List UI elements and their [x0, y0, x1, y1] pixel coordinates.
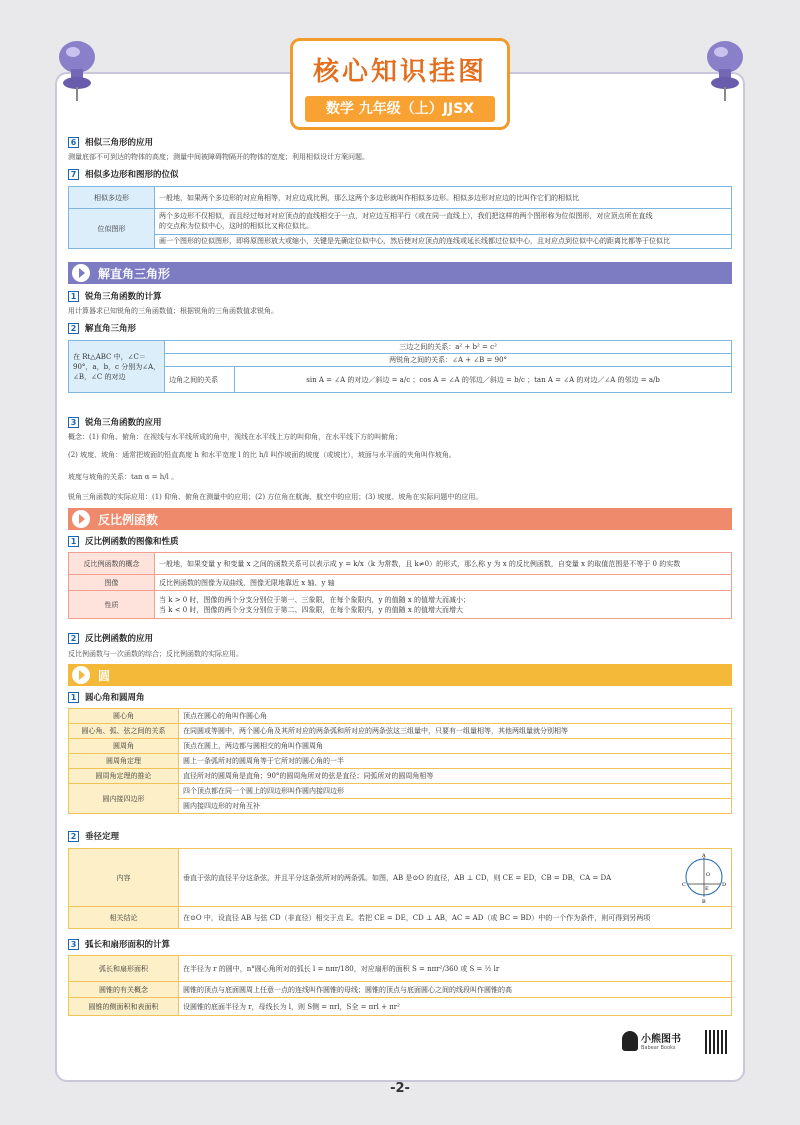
- table-cell: 画一个图形的位似图形，即将原图形放大或缩小，关键是先确定位似中心，然后使对应顶点的连线或延长线都过位似中心，且对应点到位似中心的距离比都等于位似比: [155, 234, 732, 248]
- cell-line: 当 k > 0 时，图像的两个分支分别位于第一、三象限，在每个象限内，y 的值随 x 的值增大而减小；: [159, 595, 471, 604]
- poster-header: [290, 38, 510, 130]
- table-label: 位似图形: [69, 209, 155, 249]
- label-d: D: [722, 882, 727, 888]
- cell-line: 在 Rt△ABC 中，∠C＝: [73, 352, 146, 361]
- poster-subtitle: 数学 九年级（上）JJSX: [305, 96, 495, 122]
- brand-logo: [622, 1030, 681, 1051]
- table-cell: 圆上一条弧所对的圆周角等于它所对的圆心角的一半: [179, 754, 732, 769]
- subsection-heading: [68, 136, 153, 148]
- subsection-heading: [68, 691, 145, 703]
- subsection-number: 1: [68, 291, 79, 302]
- label-o: O: [706, 872, 711, 878]
- subsection-number: 1: [68, 536, 79, 547]
- section-title: 解直角三角形: [98, 266, 171, 281]
- table-label: 反比例函数的概念: [69, 553, 155, 575]
- table-label: 圆周角定理: [69, 754, 179, 769]
- paragraph: 反比例函数与一次函数的综合；反比例函数的实际应用。: [68, 650, 243, 658]
- table-label: 性质: [69, 591, 155, 619]
- paragraph: 概念：(1) 仰角、俯角：在视线与水平线所成的角中，视线在水平线上方的叫仰角，在水平线下方的叫俯角；: [68, 433, 403, 441]
- table-label: 圆周角: [69, 739, 179, 754]
- label-a: A: [702, 853, 706, 859]
- table-label: 边角之间的关系: [165, 367, 235, 393]
- subsection-number: 7: [68, 169, 79, 180]
- table-label: 圆周角定理的推论: [69, 769, 179, 784]
- subsection-number: 1: [68, 692, 79, 703]
- table-cell: 圆内接四边形的对角互补: [179, 799, 732, 814]
- label-b: B: [702, 899, 706, 904]
- table-cell: 两锐角之间的关系：∠A + ∠B = 90°: [165, 354, 732, 367]
- brand-name: 小熊图书: [641, 1034, 681, 1045]
- table-cell: 圆锥的顶点与底面圆周上任意一点的连线叫作圆锥的母线；圆锥的顶点与底面圆心之间的线段叫作圆锥的高: [179, 982, 732, 998]
- subsection-number: 2: [68, 831, 79, 842]
- subsection-heading: [68, 290, 162, 302]
- pushpin-icon-right: [700, 35, 750, 105]
- paragraph: (2) 坡度、坡角：通常把坡面的铅直高度 h 和水平宽度 l 的比 h/l 叫作坡面的坡度（或坡比），坡面与水平面的夹角叫作坡角。: [68, 451, 456, 459]
- subsection-title: 相似多边形和图形的位似: [85, 170, 179, 180]
- poster-title: 核心知识挂图: [312, 57, 487, 87]
- table-cell: [155, 209, 732, 235]
- cell-line: 90°，a，b，c 分别为∠A，: [73, 362, 161, 371]
- subsection-heading: [68, 938, 170, 950]
- table-cell: 顶点在圆心的角叫作圆心角: [179, 709, 732, 724]
- table-perpendicular-diameter: [68, 848, 732, 929]
- cell-line: 两个多边形不仅相似，而且经过每对对应顶点的直线相交于一点，对应边互相平行（或在同一直线上），我们把这样的两个图形称为位似图形，对应顶点所在直线: [159, 212, 653, 221]
- subsection-heading: [68, 535, 179, 547]
- table-label: 弧长和扇形面积: [69, 956, 179, 982]
- table-label: 相似多边形: [69, 187, 155, 209]
- table-label: 圆锥的侧面积和表面积: [69, 998, 179, 1016]
- arrow-icon: [72, 666, 90, 684]
- section-title: 反比例函数: [98, 512, 159, 527]
- table-label: 圆内接四边形: [69, 784, 179, 814]
- section-header-inverse: [68, 508, 732, 530]
- section-header-circle: [68, 664, 732, 686]
- section-title: 圆: [98, 668, 111, 683]
- paragraph: 用计算器求已知锐角的三角函数值；根据锐角的三角函数值求锐角。: [68, 307, 278, 315]
- table-similar-polygons: [68, 186, 732, 249]
- table-row: [69, 709, 732, 724]
- table-cell: 在⊙O 中，设直径 AB 与弦 CD（非直径）相交于点 E。若把 CE = DE，CD ⊥ AB，AC = AD（或 BC = BD）中的一个作为条件，则可得到另两项: [179, 907, 732, 929]
- bear-icon: [622, 1031, 638, 1051]
- subsection-number: 3: [68, 939, 79, 950]
- subsection-number: 2: [68, 633, 79, 644]
- subsection-number: 2: [68, 323, 79, 334]
- table-inverse-function: [68, 552, 732, 619]
- table-cell: 顶点在圆上，两边都与圆相交的角叫作圆周角: [179, 739, 732, 754]
- label-e: E: [705, 886, 709, 892]
- subsection-title: 相似三角形的应用: [85, 138, 154, 148]
- brand-english: Babear Books: [641, 1045, 676, 1051]
- arrow-icon: [72, 264, 90, 282]
- subsection-heading: [68, 632, 153, 644]
- table-cell: 设圆锥的底面半径为 r，母线长为 l，则 S侧 = πrl，S全 = πrl + πr²: [179, 998, 732, 1016]
- cell-line: ∠B，∠C 的对边: [73, 372, 126, 381]
- subsection-title: 弧长和扇形面积的计算: [85, 940, 171, 950]
- pushpin-icon-left: [52, 35, 102, 105]
- table-cell: 垂直于弦的直径平分这条弦，并且平分这条弦所对的两条弧。如图，AB 是⊙O 的直径，AB ⊥ CD，则 CE = ED，CB = DB，CA = DA: [179, 849, 732, 907]
- table-label: 内容: [69, 849, 179, 907]
- table-arc-length: [68, 955, 732, 1016]
- circle-figure: [680, 852, 730, 904]
- subsection-heading: [68, 830, 119, 842]
- subsection-heading: [68, 416, 162, 428]
- subsection-title: 锐角三角函数的计算: [85, 292, 162, 302]
- table-row: [69, 754, 732, 769]
- table-cell: 一般地，如果两个多边形的对应角相等，对应边成比例，那么这两个多边形就叫作相似多边形。相似多边形对应边的比叫作它们的相似比: [155, 187, 732, 209]
- section-header-trig: [68, 262, 732, 284]
- subsection-title: 解直角三角形: [85, 324, 137, 334]
- subsection-number: 3: [68, 417, 79, 428]
- paragraph: 测量底部不可到达的物体的高度；测量中间被障碍物隔开的物体的宽度；利用相似设计方案问题。: [68, 153, 369, 161]
- table-cell: 在同圆或等圆中，两个圆心角及其所对应的两条弧和所对应的两条弦这三组量中，只要有一组量相等，其他两组量就分别相等: [179, 724, 732, 739]
- table-cell: [155, 591, 732, 619]
- subsection-number: 6: [68, 137, 79, 148]
- paragraph: 锐角三角函数的实际应用：(1) 仰角、俯角在测量中的应用；(2) 方位角在航海、航空中的应用；(3) 坡度、坡角在实际问题中的应用。: [68, 493, 483, 501]
- table-label: 圆心角: [69, 709, 179, 724]
- subsection-title: 锐角三角函数的应用: [85, 418, 162, 428]
- subsection-heading: [68, 168, 179, 180]
- subsection-heading: [68, 322, 136, 334]
- table-row: [69, 724, 732, 739]
- arrow-icon: [72, 510, 90, 528]
- table-cell: 在半径为 r 的圆中，n°圆心角所对的弧长 l = nπr/180，对应扇形的面积 S = nπr²/360 或 S = ½ lr: [179, 956, 732, 982]
- table-label: 圆心角、弧、弦之间的关系: [69, 724, 179, 739]
- subsection-title: 反比例函数的应用: [85, 634, 154, 644]
- table-row: [69, 739, 732, 754]
- table-cell: 直径所对的圆周角是直角；90°的圆周角所对的弦是直径；同弧所对的圆周角相等: [179, 769, 732, 784]
- table-row: [69, 769, 732, 784]
- table-label: [69, 341, 165, 393]
- subsection-title: 垂径定理: [85, 832, 120, 842]
- page-number: -2-: [390, 1081, 410, 1096]
- subsection-title: 反比例函数的图像和性质: [85, 537, 179, 547]
- cell-line: 的交点称为位似中心，这时的相似比又称位似比。: [159, 222, 313, 231]
- table-cell: 反比例函数的图像为双曲线，图像无限地靠近 x 轴、y 轴: [155, 575, 732, 591]
- table-cell: 四个顶点都在同一个圆上的四边形叫作圆内接四边形: [179, 784, 732, 799]
- cell-line: 当 k < 0 时，图像的两个分支分别位于第二、四象限，在每个象限内，y 的值随 x 的值增大而增大: [159, 605, 464, 614]
- table-label: 圆锥的有关概念: [69, 982, 179, 998]
- table-label: 图像: [69, 575, 155, 591]
- table-cell: sin A = ∠A 的对边／斜边 = a/c ；cos A = ∠A 的邻边／斜边 = b/c ；tan A = ∠A 的对边／∠A 的邻边 = a/b: [235, 367, 732, 393]
- qr-code: [705, 1030, 729, 1054]
- table-cell: 三边之间的关系：a² + b² = c²: [165, 341, 732, 354]
- table-label: 相关结论: [69, 907, 179, 929]
- label-c: C: [682, 882, 686, 888]
- table-cell: 一般地，如果变量 y 和变量 x 之间的函数关系可以表示成 y = k/x（k 为常数，且 k≠0）的形式，那么称 y 为 x 的反比例函数，自变量 x 的取值范围是不等于 0 的实数: [155, 553, 732, 575]
- table-right-triangle: [68, 340, 732, 393]
- subsection-title: 圆心角和圆周角: [85, 693, 145, 703]
- table-circle-angles: [68, 708, 732, 814]
- paragraph: 坡度与坡角的关系：tan α = h/l 。: [68, 473, 179, 481]
